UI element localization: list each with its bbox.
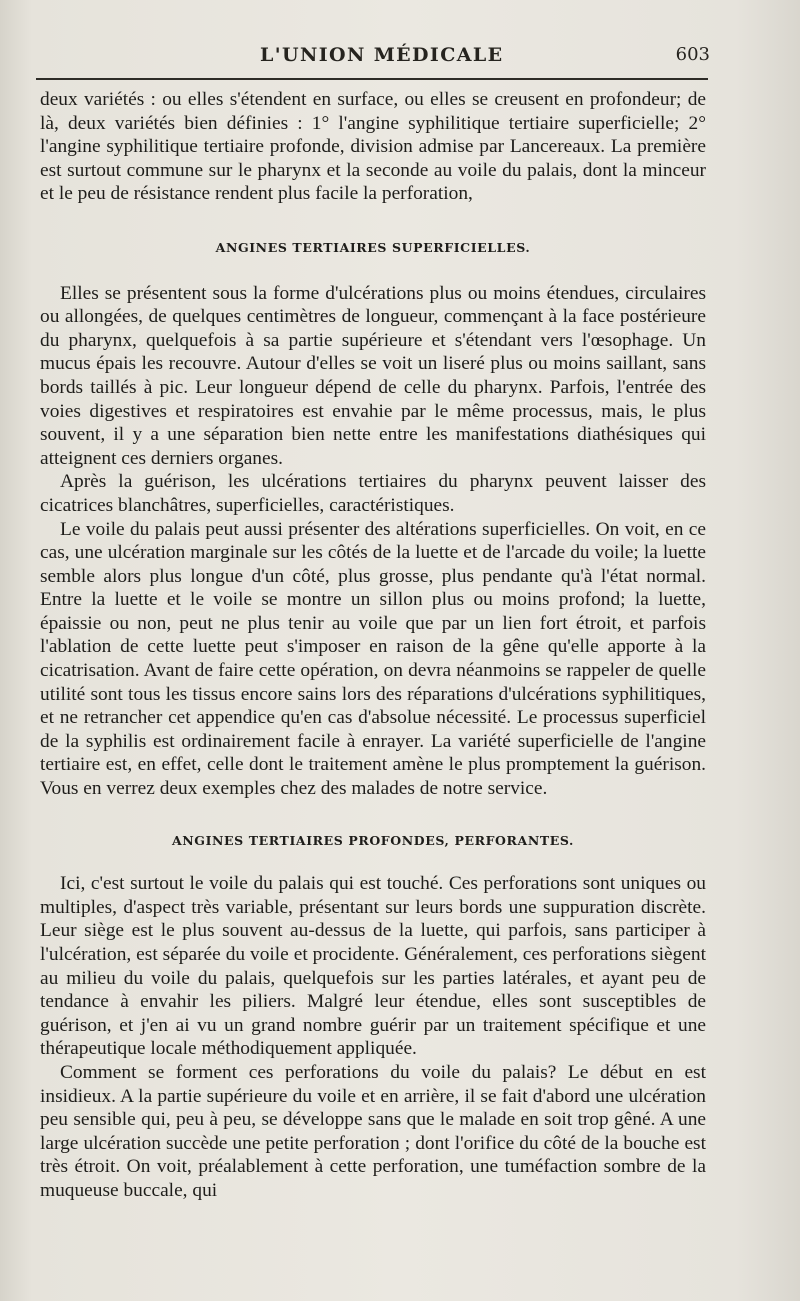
- page-header: [40, 44, 710, 74]
- running-title: L'UNION MÉDICALE: [260, 44, 504, 66]
- heading-superficial: ANGINES TERTIAIRES SUPERFICIELLES.: [215, 239, 531, 255]
- deep-paragraph-2: Comment se forment ces perforations du voile du palais? Le début en est insidieux. A la partie supérieure du voile et en arrière, il se fait d'abord une ulcération peu sensible qui, peu à peu, se développe sans que le malade en soit trop gêné. A une large ulcération succède une petite perforation ; dont l'orifice du côté de la bouche est très étroit. On voit, préalablement à cette perforation, une tuméfaction sombre de la muqueuse buccale, qui: [40, 1061, 706, 1201]
- article-body: [40, 88, 706, 1203]
- page-number: 603: [675, 44, 710, 65]
- superficial-paragraph-3: Le voile du palais peut aussi présenter des altérations superficielles. On voit, en ce cas, une ulcération marginale sur les côtés de la luette et de l'arcade du voile; la luette semble alors plus longue d'un côté, plus grosse, plus pendante qu'à l'état normal. Entre la luette et le voile se montre un sillon plus ou moins profond; la luette, épaissie ou non, peut ne plus tenir au voile que par un lien fort étroit, et parfois l'ablation de cette luette peut s'imposer en raison de la gêne qu'elle apporte à la cicatrisation. Avant de faire cette opération, on devra néanmoins se rappeler de quelle utilité sont tous les tissus encore sains lors des réparations d'ulcérations syphilitiques, et ne retrancher cet appendice qu'en cas d'absolue nécessité. Le processus superficiel de la syphilis est ordinairement facile à enrayer. La variété superficielle de l'angine tertiaire est, en effet, celle dont le traitement amène le plus promptement la guérison. Vous en verrez deux exemples chez des malades de notre service.: [40, 518, 706, 800]
- heading-deep: ANGINES TERTIAIRES PROFONDES, PERFORANTES.: [171, 832, 575, 848]
- intro-paragraph: deux variétés : ou elles s'étendent en surface, ou elles se creusent en profondeur; de là, deux variétés bien définies : 1° l'angine syphilitique tertiaire superficielle; 2° l'angine syphilitique tertiaire profonde, division admise par Lancereaux. La première est surtout commune sur le pharynx et la seconde au voile du palais, dont la minceur et le peu de résistance rendent plus facile la perforation,: [40, 89, 706, 205]
- superficial-paragraph-2: Après la guérison, les ulcérations tertiaires du pharynx peuvent laisser des cicatrices blanchâtres, superficielles, caractéristiques.: [40, 471, 706, 516]
- header-rule: [36, 78, 708, 80]
- superficial-paragraph-1: Elles se présentent sous la forme d'ulcérations plus ou moins étendues, circulaires ou allongées, de quelques centimètres de longueur, commençant à la face postérieure du pharynx, quelquefois à sa partie supérieure et s'étendant vers l'œsophage. Un mucus épais les recouvre. Autour d'elles se voit un liseré plus ou moins saillant, sans bords taillés à pic. Leur longueur dépend de celle du pharynx. Parfois, l'entrée des voies digestives et respiratoires est envahie par le même processus, mais, le plus souvent, il y a une séparation bien nette entre les manifestations diathésiques qui atteignent ces derniers organes.: [40, 282, 706, 469]
- deep-paragraph-1: Ici, c'est surtout le voile du palais qui est touché. Ces perforations sont uniques ou multiples, d'aspect très variable, présentant sur leurs bords une suppuration discrète. Leur siège est le plus souvent au-dessus de la luette, qui parfois, sans participer à l'ulcération, est séparée du voile et procidente. Généralement, ces perforations siègent au milieu du voile du palais, quelquefois sur les parties latérales, et ayant peu de tendance à envahir les piliers. Malgré leur étendue, elles sont susceptibles de guérison, et j'en ai vu un grand nombre guérir par un traitement spécifique et une thérapeutique locale méthodiquement appliquée.: [40, 873, 706, 1060]
